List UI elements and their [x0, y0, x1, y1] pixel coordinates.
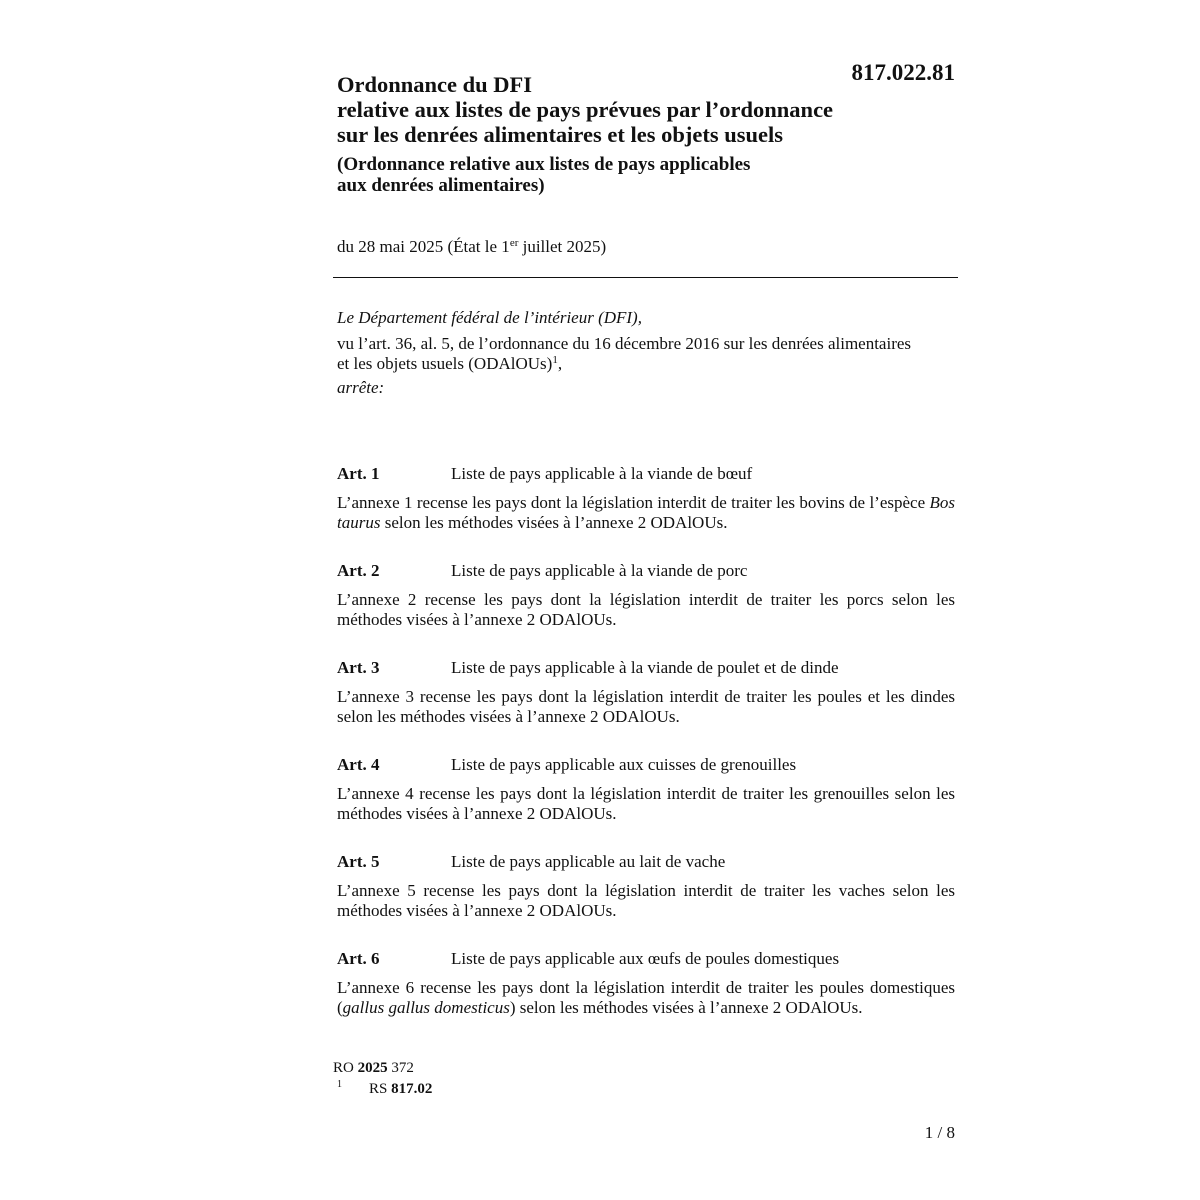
- article-text: L’annexe 3 recense les pays dont la législation interdit de traiter les poules et les dindes selon les méthodes visées à l’annexe 2 ODAlOUs.: [337, 687, 955, 726]
- article-text-part: selon les méthodes visées à l’annexe 2 ODAlOUs.: [380, 513, 728, 532]
- preamble-authority: Le Département fédéral de l’intérieur (DFI),: [337, 308, 642, 327]
- article-number: Art. 1: [337, 464, 380, 483]
- ro-prefix: RO: [333, 1060, 358, 1076]
- article-heading: [337, 755, 955, 775]
- article-heading: [337, 852, 955, 872]
- article-title: Liste de pays applicable à la viande de poulet et de dinde: [451, 658, 839, 677]
- article-text-part: L’annexe 1 recense les pays dont la législation interdit de traiter les bovins de l’espèce: [337, 493, 930, 512]
- article-text-part: ) selon les méthodes visées à l’annexe 2 ODAlOUs.: [509, 998, 863, 1017]
- article-3: [337, 658, 955, 755]
- article-2: [337, 561, 955, 658]
- article-text-part: L’annexe 6 recense les pays dont la législation interdit de traiter les poules domestiques (: [337, 978, 955, 1017]
- article-1: [337, 464, 955, 561]
- article-heading: [337, 561, 955, 581]
- article-text: L’annexe 4 recense les pays dont la législation interdit de traiter les grenouilles selon les méthodes visées à l’annexe 2 ODAlOUs.: [337, 784, 955, 823]
- title-line: relative aux listes de pays prévues par l’ordonnance: [337, 97, 834, 122]
- short-title-line: aux denrées alimentaires): [337, 175, 545, 196]
- article-number: Art. 6: [337, 949, 380, 968]
- article-4: [337, 755, 955, 852]
- ro-year: 2025: [357, 1060, 388, 1076]
- basis-end: ,: [557, 354, 563, 373]
- preamble: [337, 308, 957, 398]
- page-number: 1 / 8: [924, 1123, 955, 1142]
- date-superscript: er: [509, 237, 519, 249]
- footnote-reference-link[interactable]: 817.02: [391, 1081, 433, 1097]
- basis-line: vu l’art. 36, al. 5, de l’ordonnance du 16 décembre 2016 sur les denrées alimentaires: [337, 334, 912, 353]
- date-suffix: juillet 2025): [518, 237, 607, 256]
- short-title-line: (Ordonnance relative aux listes de pays applicables: [337, 154, 751, 175]
- article-heading: [337, 949, 955, 969]
- preamble-decision: arrête:: [337, 378, 385, 397]
- title-line: Ordonnance du DFI: [337, 72, 533, 97]
- footnote-1: 1 RS 817.02: [337, 1079, 433, 1097]
- article-text-italic: Bos taurus: [337, 493, 955, 532]
- preamble-legal-basis: [337, 334, 957, 374]
- article-title: Liste de pays applicable à la viande de bœuf: [451, 464, 753, 483]
- articles-list: [337, 464, 955, 1046]
- article-5: [337, 852, 955, 949]
- article-title: Liste de pays applicable au lait de vache: [451, 852, 726, 871]
- official-compilation-ref: [333, 1058, 432, 1079]
- document-title: [337, 72, 897, 147]
- article-number: Art. 2: [337, 561, 380, 580]
- article-6: [337, 949, 955, 1046]
- header-divider: [333, 277, 958, 278]
- article-text: [337, 493, 955, 533]
- footnotes: [333, 1058, 432, 1100]
- article-title: Liste de pays applicable à la viande de porc: [451, 561, 748, 580]
- article-heading: [337, 464, 955, 484]
- sr-number: 817.022.81: [851, 60, 955, 85]
- article-text: L’annexe 2 recense les pays dont la législation interdit de traiter les porcs selon les méthodes visées à l’annexe 2 ODAlOUs.: [337, 590, 955, 629]
- article-text: [337, 978, 955, 1018]
- date-prefix: du 28 mai 2025 (État le 1: [337, 237, 510, 256]
- title-line: sur les denrées alimentaires et les objets usuels: [337, 122, 784, 147]
- basis-line: et les objets usuels (ODAlOUs): [337, 354, 553, 373]
- article-number: Art. 4: [337, 755, 380, 774]
- article-number: Art. 5: [337, 852, 380, 871]
- article-heading: [337, 658, 955, 678]
- article-title: Liste de pays applicable aux œufs de poules domestiques: [451, 949, 840, 968]
- footnote-prefix: RS: [369, 1081, 392, 1097]
- article-text-italic: gallus gallus domesticus: [342, 998, 510, 1017]
- article-number: Art. 3: [337, 658, 380, 677]
- footnote-reference[interactable]: 1: [552, 354, 558, 366]
- ro-page: 372: [387, 1060, 414, 1076]
- short-title: [337, 154, 897, 196]
- article-title: Liste de pays applicable aux cuisses de grenouilles: [451, 755, 797, 774]
- date-line: [337, 237, 606, 257]
- article-text: L’annexe 5 recense les pays dont la législation interdit de traiter les vaches selon les méthodes visées à l’annexe 2 ODAlOUs.: [337, 881, 955, 920]
